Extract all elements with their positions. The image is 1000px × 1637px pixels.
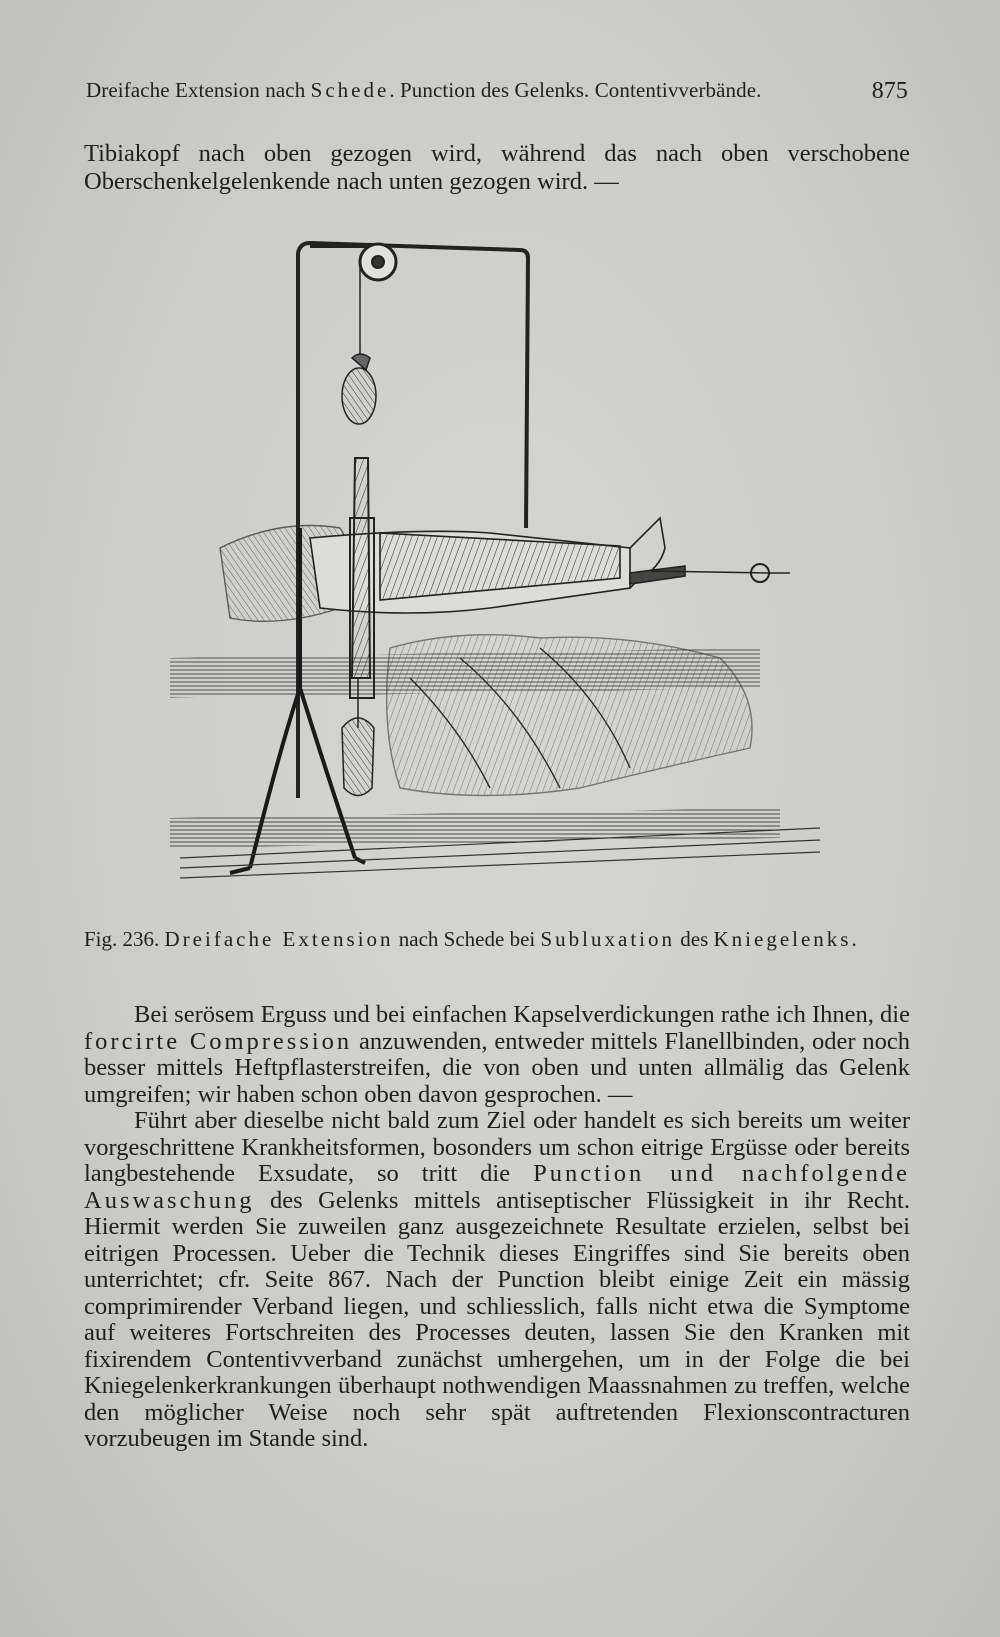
running-title-part: Dreifache Extension nach [86,78,311,102]
running-title [86,78,762,103]
figure-236-illustration [160,228,840,918]
figure-caption [84,927,910,952]
extension-apparatus-engraving [160,228,840,918]
paragraph-text: Bei serösem Erguss und bei einfachen Kapselverdickungen rathe ich Ihnen, die [134,1001,910,1028]
paragraph-compression [84,1002,910,1108]
caption-period: . [851,927,857,951]
caption-title-mid: nach Schede bei [393,927,541,951]
running-title-part: . Punction des Gelenks. Contentivverbände. [389,78,762,102]
paragraph-text: anzuwenden, entweder mittels Flanellbinden, oder noch besser mittels Heftpflasterstreifen, die von oben und unten allmälig das Gelenk umgreifen; wir haben schon oben davon gesprochen. — [84,1027,910,1108]
paragraph-text: Führt aber dieselbe nicht bald zum Ziel oder handelt es sich bereits um weiter vorgeschrittene Krankheitsformen, bosonders um schon eitrige Ergüsse oder bereits langbestehende Exsudate, so tritt die [84,1107,910,1187]
intro-paragraph: Tibiakopf nach oben gezogen wird, während das nach oben verschobene Oberschenkelgelenkende nach unten gezogen wird. — [84,140,910,195]
running-title-author: Schede [310,78,390,102]
caption-title-spaced-2: Subluxation [540,927,675,951]
caption-title-spaced-3: Kniegelenks [713,927,852,951]
figure-label: Fig. 236. [84,927,160,951]
paragraph-punction [84,1108,910,1453]
page-number: 875 [871,78,908,104]
paragraph-emphasis: forcirte Compression [84,1027,353,1055]
body-text [84,1002,910,1453]
caption-title-end: des [675,927,714,951]
hanging-weight-lower [342,678,374,796]
paragraph-text: des Gelenks mittels antiseptischer Flüssigkeit in ihr Recht. Hiermit werden Sie zuweilen ganz ausgezeichnete Resultate erzielen, selbst bei eitrigen Processen. Ueber die Technik dieses Eingriffes sind Sie bereits oben unterrichtet; cfr. Seite 867. Nach der Punction bleibt einige Zeit ein mässig comprimirender Verband liegen, und schliesslich, falls nicht etwa die Symptome auf weiteres Fortschreiten des Processes deuten, lassen Sie den Kranken mit fixirendem Contentivverband zunächst umhergehen, um in der Folge die bei Kniegelenkerkrankungen überhaupt nothwendigen Maassnahmen zu treffen, welche den möglicher Weise noch sehr spät auftretenden Flexionscontracturen vorzubeugen im Stande sind. [84,1186,910,1452]
hanging-weight-upper [342,262,376,424]
caption-title-spaced: Dreifache Extension [164,927,394,951]
paragraph-emphasis: Punction und nachfolgende Auswaschung [84,1160,910,1214]
